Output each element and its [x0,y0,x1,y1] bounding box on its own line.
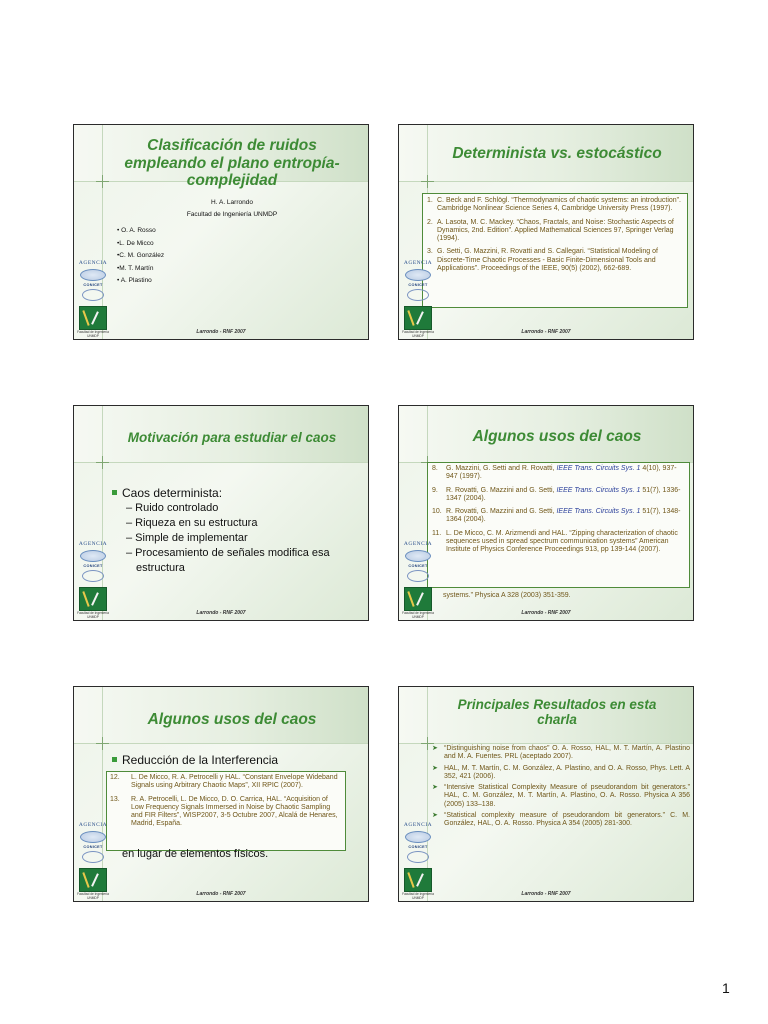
sub-item: – Procesamiento de señales modifica esa [126,547,330,559]
reference-box [422,193,688,308]
faculty-logo-caption: Facultad de Ingeniería UNMDP [77,892,109,900]
page-number: 1 [722,980,730,996]
slide-footer: Larrondo - RNF 2007 [521,329,571,335]
results-list [432,745,690,832]
reference-item: 8. G. Mazzini, G. Setti and R. Rovatti, IEEE Trans. Circuits Sys. 1 4(10), 937-947 (1997). [432,465,677,481]
crosshair-icon [421,175,434,188]
sub-item: estructura [136,562,185,574]
slide-5 [73,686,369,902]
conicet-logo: CONICET [83,564,103,568]
conicet-logo: CONICET [408,845,428,849]
reference-box [106,771,346,851]
coauthor: • O. A. Rosso [117,227,156,234]
slide-3 [73,405,369,621]
ring-icon [407,289,429,301]
globe-icon [405,269,431,281]
conicet-logo: CONICET [83,283,103,287]
globe-icon [80,550,106,562]
ring-icon [407,570,429,582]
globe-icon [80,269,106,281]
slide-horizontal-rule [399,743,693,744]
faculty-logo-caption: Facultad de Ingeniería UNMDP [77,330,109,338]
slide-title: Determinista vs. estocástico [452,145,662,162]
ring-icon [82,289,104,301]
ring-icon [407,851,429,863]
faculty-logo [404,587,432,611]
faculty-logo-caption: Facultad de Ingeniería UNMDP [402,611,434,619]
tail-text: en lugar de elementos físicos. [122,848,269,860]
coauthor: •M. T. Martín [117,264,154,272]
agencia-logo: AGENCIA [78,260,108,266]
result-item: ➤ “Statistical complexity measure of pseudorandom bit generators.” C. M. González, HAL, O. A. Rosso. Physica A 354 (2005) 281-300. [432,812,690,828]
slide-footer: Larrondo - RNF 2007 [521,610,571,616]
affiliation: Facultad de Ingeniería UNMDP [186,211,278,218]
sponsor-logos [401,541,435,620]
square-bullet-icon [112,757,117,762]
sub-item: – Ruido controlado [126,502,219,514]
arrow-bullet-icon: ➤ [432,764,438,772]
reference-item: 12. L. De Micco, R. A. Petrocelli y HAL. “Constant Envelope Wideband Signals using Arbitrary Chaotic Maps”, XII RPIC (2007). [110,774,338,790]
arrow-bullet-icon: ➤ [432,812,438,820]
faculty-logo [79,587,107,611]
slide-horizontal-rule [74,462,368,463]
slide-4 [398,405,694,621]
slide-footer: Larrondo - RNF 2007 [521,891,571,897]
result-item: ➤ “Distinguishing noise from chaos” O. A. Rosso, HAL, M. T. Martín, A. Plastino and M. A. Fuentes. PRL (aceptado 2007). [432,745,690,761]
globe-icon [405,550,431,562]
arrow-bullet-icon: ➤ [432,745,438,752]
agencia-logo: AGENCIA [403,822,433,828]
faculty-logo [79,306,107,330]
globe-icon [80,831,106,843]
bullet-list [112,486,330,576]
sponsor-logos [76,541,110,620]
coauthor: •C. M. González [117,252,165,259]
slide-title: Clasificación de ruidos empleando el plano entropía- complejidad [124,137,340,190]
slide-footer: Larrondo - RNF 2007 [196,610,246,616]
faculty-logo [79,868,107,892]
reference-item: 2. A. Lasota, M. C. Mackey. “Chaos, Fractals, and Noise: Stochastic Aspects of Dynamics, 2nd. Edition”. Applied Mathematical Sciences 97, Springer Verlag (1994). [427,218,674,243]
crosshair-icon [96,456,109,469]
square-bullet-icon [112,490,117,495]
slide-2 [398,124,694,340]
faculty-logo-caption: Facultad de Ingeniería UNMDP [77,611,109,619]
reference-box [427,462,690,588]
bullet-item: Caos determinista: [112,486,330,501]
slide-horizontal-rule [74,743,368,744]
result-item: ➤ HAL, M. T. Martín, C. M. González, A. Plastino, and O. A. Rosso, Phys. Lett. A 352, 421 (2006). [432,764,690,780]
arrow-bullet-icon: ➤ [432,784,438,792]
reference-item: 10. R. Rovatti, G. Mazzini and G. Setti, IEEE Trans. Circuits Sys. 1 51(7), 1348-1364 (2004). [432,508,681,524]
ring-icon [82,570,104,582]
slide-1 [73,124,369,340]
slide-horizontal-rule [399,181,693,182]
sponsor-logos [76,822,110,901]
sub-item: – Riqueza en su estructura [126,517,258,529]
overflow-text: systems.” Physica A 328 (2003) 351-359. [443,592,571,599]
reference-item: 3. G. Setti, G. Mazzini, R. Rovatti and S. Callegari. “Statistical Modeling of Discrete-Time Chaotic Processes - Basic Finite-Dimensional Tools and Applications”. Proceedings of the IEEE, 90(5) (2002), 662-689. [427,248,658,273]
agencia-logo: AGENCIA [78,541,108,547]
sponsor-logos [401,822,435,901]
slide-footer: Larrondo - RNF 2007 [196,891,246,897]
slide-6 [398,686,694,902]
agencia-logo: AGENCIA [403,541,433,547]
conicet-logo: CONICET [408,283,428,287]
author: H. A. Larrondo [211,199,253,206]
slide-title: Motivación para estudiar el caos [127,430,337,445]
faculty-logo [404,868,432,892]
slide-footer: Larrondo - RNF 2007 [196,329,246,335]
conicet-logo: CONICET [408,564,428,568]
sponsor-logos [76,260,110,339]
conicet-logo: CONICET [83,845,103,849]
bullet-item: Reducción de la Interferencia [112,753,278,768]
coauthor: •L. De Micco [117,239,154,247]
faculty-logo-caption: Facultad de Ingeniería UNMDP [402,330,434,338]
result-item: ➤ “Intensive Statistical Complexity Measure of pseudorandom bit generators.” HAL, C. M. González, M. T. Martín, A. Plastino, O. A. Rosso. Physica A 356 (2005) 133–138. [432,784,690,808]
coauthor: • A. Plastino [117,277,152,284]
faculty-logo [404,306,432,330]
faculty-logo-caption: Facultad de Ingeniería UNMDP [402,892,434,900]
sub-item: – Simple de implementar [126,532,248,544]
reference-item: 9. R. Rovatti, G. Mazzini and G. Setti, IEEE Trans. Circuits Sys. 1 51(7), 1336-1347 (2004). [432,486,681,502]
agencia-logo: AGENCIA [78,822,108,828]
slide-title: Algunos usos del caos [147,711,317,728]
reference-item: 11. L. De Micco, C. M. Arizmendi and HAL. “Zipping characterization of chaotic sequences used in spread spectrum communication systems” American Institute of Physics Conference Proceedings 913, pp 139-144 (2007). [432,529,678,554]
reference-item: 1. C. Beck and F. Schlögl. “Thermodynamics of chaotic systems: an introduction”. Cambridge Nonlinear Science Series 4, Cambridge University Press (1997). [427,197,681,213]
coauthor-list [117,225,164,288]
slide-title: Principales Resultados en esta charla [457,697,657,728]
agencia-logo: AGENCIA [403,260,433,266]
slide-title: Algunos usos del caos [472,428,642,445]
crosshair-icon [96,737,109,750]
reference-item: 13. R. A. Petrocelli, L. De Micco, D. O. Carrica, HAL. “Acquisition of Low Frequency Signals Immersed in Noise by Chaotic Sampling and FIR Filters”, WISP2007, 3-5 Octubre 2007, Alcalá de Henares, Madrid, España. [110,795,338,828]
ring-icon [82,851,104,863]
globe-icon [405,831,431,843]
sponsor-logos [401,260,435,339]
